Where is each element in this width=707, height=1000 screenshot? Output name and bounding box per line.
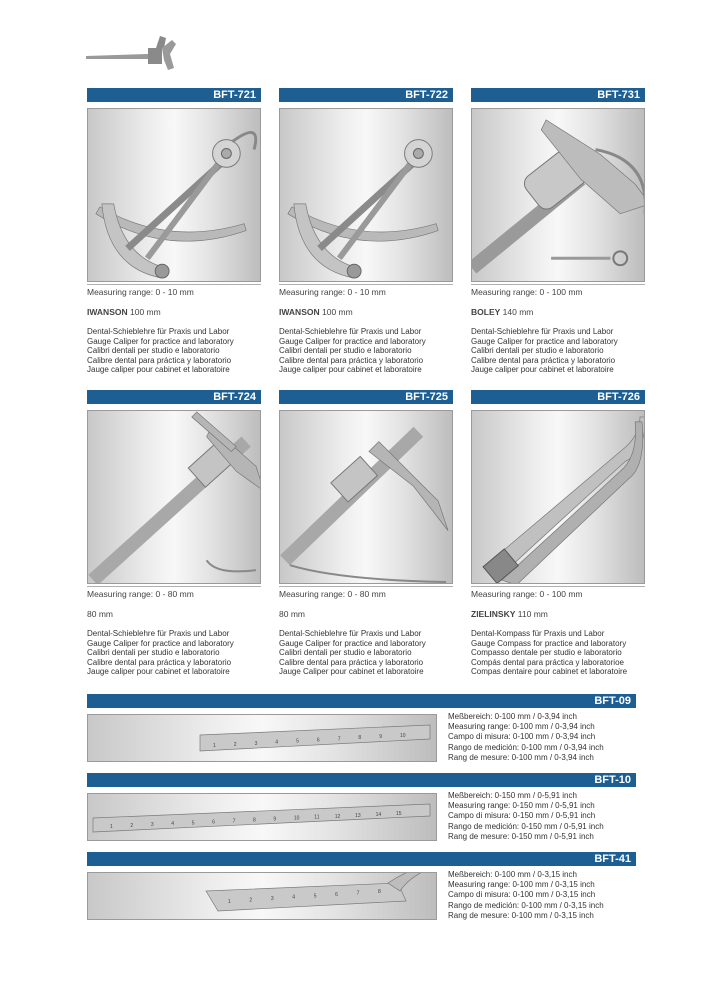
description-de: Dental-Schieblehre für Praxis und Labor [87,629,230,638]
vernier-caliper-icon [280,411,452,583]
ruler-scale-label: 3 [254,740,258,747]
ruler-scale-label: 7 [356,890,360,897]
description-en: Gauge Caliper for practice and laboratory [87,638,234,648]
model-size: 80 mm [87,609,113,619]
iwanson-caliper-icon [280,109,452,281]
product-code-bar: BFT-09 [87,694,636,708]
description-de: Dental-Schieblehre für Praxis und Labor [279,327,422,336]
product-image [87,714,437,762]
product-code-bar: BFT-725 [279,390,453,404]
ruler-scale-label: 13 [355,812,361,819]
ruler-scale-label: 3 [150,822,154,829]
ruler-scale-label: 3 [270,896,274,903]
product-image [279,410,453,584]
spec-es: Rango de medición: 0-100 mm / 0-3,15 inch [448,900,604,910]
description-list [471,327,645,375]
ruler-scale-label: 10 [293,815,300,822]
description-en: Gauge Compass for practice and laboratory [471,638,627,648]
steel-ruler-icon [88,715,436,761]
ruler-scale-label: 2 [249,897,253,904]
description-fr: Jauge caliper pour cabinet et laboratoire [87,365,230,375]
ruler-scale-label: 11 [314,814,320,821]
ruler-scale-label: 4 [292,894,296,901]
product-code-bar: BFT-722 [279,88,453,102]
product-card-bft-722 [279,88,453,375]
ruler-scale-label: 6 [316,737,320,744]
model-line [87,609,261,619]
ruler-scale-label: 14 [375,811,382,818]
model-line [279,609,453,619]
spec-fr: Rang de mesure: 0-150 mm / 0-5,91 inch [448,831,594,841]
measuring-range: Measuring range: 0 - 10 mm [279,284,453,297]
description-it: Calibri dentali per studio e laboratorio [87,648,220,658]
product-card-bft-725 [279,390,453,677]
description-fr: Jauge Caliper pour cabinet et laboratoire [279,667,424,677]
ruler-row-bft-41 [87,852,636,920]
description-en: Gauge Caliper for practice and laboratory [279,638,426,648]
spec-de: Meßbereich: 0-100 mm / 0-3,94 inch [448,712,577,721]
description-list [279,327,453,375]
product-code-bar: BFT-10 [87,773,636,787]
measuring-range: Measuring range: 0 - 80 mm [279,586,453,599]
description-es: Calibre dental para práctica y laboratorio [279,657,424,667]
model-size: 80 mm [279,609,305,619]
ruler-scale-label: 9 [379,734,382,741]
ruler-scale-label: 1 [228,899,231,905]
measuring-range: Measuring range: 0 - 100 mm [471,284,645,297]
description-de: Dental-Schieblehre für Praxis und Labor [471,327,614,336]
description-de: Dental-Kompass für Praxis und Labor [471,629,605,638]
description-list [471,629,645,677]
model-line [471,307,645,317]
product-code-bar: BFT-731 [471,88,645,102]
product-image [87,872,437,920]
spec-en: Measuring range: 0-100 mm / 0-3,15 inch [448,880,595,890]
description-it: Calibri dentali per studio e laboratorio [87,346,220,356]
ruler-scale-label: 10 [400,733,406,739]
ruler-scale-label: 7 [232,818,236,825]
ruler-scale-label: 6 [212,819,215,826]
description-fr: Compas dentaire pour cabinet et laboratoire [471,667,628,677]
ruler-scale-label: 8 [358,735,362,742]
model-line [87,307,261,317]
product-image [87,410,261,584]
model-size: 100 mm [130,307,161,317]
model-name: IWANSON [279,307,320,317]
description-en: Gauge Caliper for practice and laboratory [471,336,618,346]
ruler-scale-label: 8 [253,817,256,824]
description-list [87,327,261,375]
spec-it: Campo di misura: 0-100 mm / 0-3,15 inch [448,890,596,900]
description-it: Calibri dentali per studio e laboratorio [279,648,412,658]
model-line [279,307,453,317]
spec-es: Rango de medición: 0-100 mm / 0-3,94 inch [448,742,604,752]
description-it: Calibri dentali per studio e laboratorio [279,346,412,356]
ruler-scale-label: 7 [337,736,341,743]
description-es: Calibre dental para práctica y laboratorio [87,657,232,667]
ruler-row-bft-09 [87,694,636,762]
ruler-scale-label: 1 [110,824,113,830]
product-code-bar: BFT-41 [87,852,636,866]
spec-de: Meßbereich: 0-100 mm / 0-3,15 inch [448,870,577,879]
caliper-logo-icon [86,34,186,74]
ruler-scale-label: 2 [130,823,134,830]
ruler-scale-label: 5 [313,893,317,900]
spec-list [448,712,604,763]
description-es: Calibre dental para práctica y laboratorio [471,355,616,365]
model-name: IWANSON [87,307,128,317]
product-card-bft-731 [471,88,645,375]
product-image [471,108,645,282]
description-es: Calibre dental para práctica y laboratorio [279,355,424,365]
spec-es: Rango de medición: 0-150 mm / 0-5,91 inch [448,821,604,831]
spec-en: Measuring range: 0-150 mm / 0-5,91 inch [448,801,595,811]
product-card-bft-721 [87,88,261,375]
boley-caliper-icon [472,109,644,281]
spec-fr: Rang de mesure: 0-100 mm / 0-3,15 inch [448,910,594,920]
description-fr: Jauge caliper pour cabinet et laboratoire [471,365,614,375]
model-size: 110 mm [517,609,548,619]
description-fr: Jauge caliper pour cabinet et laboratoire [87,667,230,677]
product-card-bft-724 [87,390,261,677]
ruler-scale-label: 15 [396,811,402,817]
description-list [87,629,261,677]
ruler-scale-label: 4 [275,739,279,746]
product-image [87,108,261,282]
spec-de: Meßbereich: 0-150 mm / 0-5,91 inch [448,791,577,800]
ruler-scale-label: 4 [171,821,175,828]
description-en: Gauge Caliper for practice and laboratory [87,336,234,346]
product-code-bar: BFT-721 [87,88,261,102]
product-card-bft-726 [471,390,645,677]
description-it: Calibri dentali per studio e laboratorio [471,346,604,356]
spec-it: Campo di misura: 0-100 mm / 0-3,94 inch [448,732,596,742]
description-es: Compás dental para práctica y laboratorioe [471,657,624,667]
model-line [471,609,645,619]
ruler-scale-label: 5 [191,820,195,827]
description-de: Dental-Schieblehre für Praxis und Labor [279,629,422,638]
spec-it: Campo di misura: 0-150 mm / 0-5,91 inch [448,811,596,821]
ruler-scale-label: 5 [296,738,299,745]
ruler-scale-label: 8 [378,889,381,895]
product-image [279,108,453,282]
ruler-scale-label: 6 [335,891,338,898]
gauge-ruler-icon [88,873,436,919]
ruler-scale-label: 2 [233,741,237,748]
steel-ruler-icon [88,794,436,840]
model-name: ZIELINSKY [471,609,516,619]
description-en: Gauge Caliper for practice and laboratory [279,336,426,346]
dental-compass-icon [472,411,644,583]
measuring-range: Measuring range: 0 - 100 mm [471,586,645,599]
spec-list [448,870,604,921]
product-code-bar: BFT-724 [87,390,261,404]
description-list [279,629,453,677]
measuring-range: Measuring range: 0 - 80 mm [87,586,261,599]
description-fr: Jauge caliper pour cabinet et laboratoire [279,365,422,375]
description-de: Dental-Schieblehre für Praxis und Labor [87,327,230,336]
model-size: 140 mm [502,307,534,317]
spec-list [448,791,604,842]
ruler-row-bft-10 [87,773,636,841]
ruler-scale-label: 1 [213,743,216,749]
iwanson-caliper-icon [88,109,260,281]
description-it: Compasso dentale per studio e laboratorio [471,648,622,658]
ruler-scale-label: 12 [334,813,341,820]
product-image [87,793,437,841]
ruler-scale-label: 9 [273,816,277,823]
product-image [471,410,645,584]
product-code-bar: BFT-726 [471,390,645,404]
vernier-caliper-icon [88,411,260,583]
description-es: Calibre dental para práctica y laboratorio [87,355,232,365]
spec-en: Measuring range: 0-100 mm / 0-3,94 inch [448,722,595,732]
spec-fr: Rang de mesure: 0-100 mm / 0-3,94 inch [448,752,594,762]
model-size: 100 mm [322,307,353,317]
model-name: BOLEY [471,307,501,317]
measuring-range: Measuring range: 0 - 10 mm [87,284,261,297]
